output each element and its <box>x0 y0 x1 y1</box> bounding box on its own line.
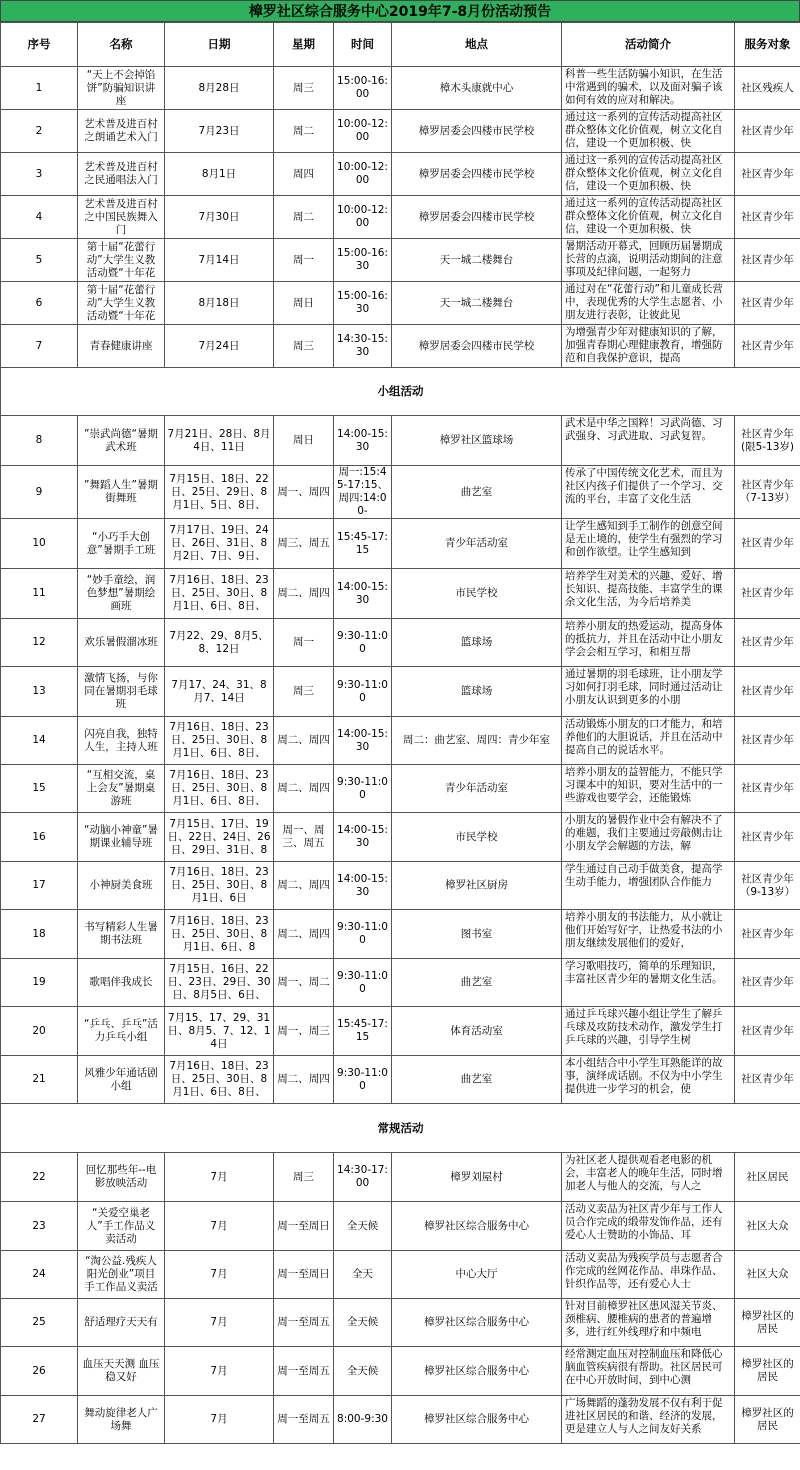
table-row <box>1 1299 800 1347</box>
description: 学习歌唱技巧，简单的乐理知识，丰富社区青少年的暑期文化生活。 <box>562 959 735 1007</box>
time: 10:00-12:00 <box>334 196 392 239</box>
audience: 樟罗社区的居民 <box>735 1299 800 1347</box>
weekday: 周四 <box>274 153 334 196</box>
audience: 社区青少年（7-13岁） <box>735 466 800 519</box>
weekday: 周一至周日 <box>274 1202 334 1251</box>
table-row <box>1 1202 800 1251</box>
section-title: 小组活动 <box>1 368 800 416</box>
row-number: 6 <box>1 282 78 325</box>
activity-name: 欢乐暑假溜冰班 <box>78 619 165 667</box>
description: 通过这一系列的宣传活动提高社区群众整体文化价值观，树立文化自信，建设一个更加积极、快 <box>562 196 735 239</box>
weekday: 周二、周四 <box>274 1056 334 1104</box>
table-row <box>1 862 800 910</box>
audience: 社区残疾人 <box>735 67 800 110</box>
description: 学生通过自己动手做美食，提高学生动手能力，增强团队合作能力 <box>562 862 735 910</box>
description: 传承了中国传统文化艺术，而且为社区内孩子们提供了一个学习、交流的平台，丰富了文化生活 <box>562 466 735 519</box>
row-number: 9 <box>1 466 78 519</box>
location: 篮球场 <box>392 619 562 667</box>
row-number: 7 <box>1 325 78 368</box>
audience: 社区青少年 <box>735 813 800 862</box>
row-number: 23 <box>1 1202 78 1251</box>
activity-name: 舒适理疗天天有 <box>78 1299 165 1347</box>
row-number: 4 <box>1 196 78 239</box>
activity-date: 7月15日、17日、19日、22日、24日、26日、29日、31日、8 <box>165 813 274 862</box>
activity-date: 7月 <box>165 1251 274 1299</box>
table-row <box>1 569 800 619</box>
table-row <box>1 466 800 519</box>
weekday: 周三 <box>274 667 334 717</box>
column-header: 时间 <box>334 23 392 67</box>
time: 9:30-11:00 <box>334 1056 392 1104</box>
description: 通过乒乓球兴趣小组让学生了解乒乓球及攻防技术动作，激发学生打乒乓球的兴趣，引导学生树 <box>562 1007 735 1056</box>
location: 市民学校 <box>392 813 562 862</box>
activity-date: 7月15、17、29、31日、8月5、7、12、14日 <box>165 1007 274 1056</box>
activity-date: 7月15日、18日、22日、25日、29日、8月1日、5日、8日、 <box>165 466 274 519</box>
time: 9:30-11:00 <box>334 765 392 813</box>
activity-name: 歌唱伴我成长 <box>78 959 165 1007</box>
activity-date: 7月14日 <box>165 239 274 282</box>
table-row <box>1 282 800 325</box>
weekday: 周一 <box>274 619 334 667</box>
table-row <box>1 1396 800 1444</box>
activity-name: 书写精彩人生暑期书法班 <box>78 910 165 959</box>
column-header: 序号 <box>1 23 78 67</box>
activity-date: 7月17日、19日、24日、26日、31日、8月2日、7日、9日、 <box>165 519 274 569</box>
activity-date: 8月28日 <box>165 67 274 110</box>
time: 全天候 <box>334 1347 392 1396</box>
table-row <box>1 519 800 569</box>
weekday: 周二、周四 <box>274 765 334 813</box>
location: 周二：曲艺室、周四：青少年室 <box>392 717 562 765</box>
audience: 社区青少年 <box>735 325 800 368</box>
description: 培养小朋友的益智能力，不能只学习课本中的知识，要对生活中的一些游戏也要学会，还能锻炼 <box>562 765 735 813</box>
activity-name: 艺术普及进百村之民通唱法入门 <box>78 153 165 196</box>
row-number: 20 <box>1 1007 78 1056</box>
activity-name: 小神厨美食班 <box>78 862 165 910</box>
weekday: 周二 <box>274 196 334 239</box>
time: 14:00-15:30 <box>334 416 392 466</box>
activity-table <box>0 22 800 1444</box>
audience: 社区青少年 <box>735 519 800 569</box>
activity-date: 7月16日、18日、23日、25日、30日、8月1日、6日、8 <box>165 910 274 959</box>
audience: 社区青少年 <box>735 765 800 813</box>
time: 14:00-15:30 <box>334 813 392 862</box>
location: 市民学校 <box>392 569 562 619</box>
audience: 社区青少年 <box>735 667 800 717</box>
time: 9:30-11:00 <box>334 910 392 959</box>
weekday: 周一、周三、周五 <box>274 813 334 862</box>
time: 9:30-11:00 <box>334 959 392 1007</box>
location: 樟木头康就中心 <box>392 67 562 110</box>
description: 经常测定血压对控制血压和降低心脑血管疾病很有帮助。社区居民可在中心开放时间，到中心测 <box>562 1347 735 1396</box>
activity-date: 7月16日、18日、23日、25日、30日、8月1日、6日、8日、 <box>165 569 274 619</box>
location: 篮球场 <box>392 667 562 717</box>
activity-name: 回忆那些年--电影放映活动 <box>78 1153 165 1202</box>
activity-name: “关爱空巢老人”手工作品义卖活动 <box>78 1202 165 1251</box>
column-header: 活动简介 <box>562 23 735 67</box>
activity-date: 7月 <box>165 1153 274 1202</box>
time: 9:30-11:00 <box>334 619 392 667</box>
activity-name: 艺术普及进百村之中国民族舞入门 <box>78 196 165 239</box>
column-header: 星期 <box>274 23 334 67</box>
location: 青少年活动室 <box>392 765 562 813</box>
location: 樟罗社区篮球场 <box>392 416 562 466</box>
location: 樟罗刘屋村 <box>392 1153 562 1202</box>
time: 8:00-9:30 <box>334 1396 392 1444</box>
table-row <box>1 325 800 368</box>
audience: 樟罗社区的居民 <box>735 1347 800 1396</box>
audience: 社区居民 <box>735 1153 800 1202</box>
audience: 社区青少年(限5-13岁) <box>735 416 800 466</box>
description: 广场舞蹈的蓬勃发展不仅有利于促进社区居民的和谐、经济的发展，更是建立人与人之间友好关系 <box>562 1396 735 1444</box>
activity-date: 7月15日、16日、22日、23日、29日、30日、8月5日、6日、 <box>165 959 274 1007</box>
description: 培养小朋友的书法能力，从小就让他们开始写好字，让热爱书法的小朋友继续发展他们的爱好， <box>562 910 735 959</box>
time: 15:00-16:30 <box>334 239 392 282</box>
activity-name: 风雅少年通话剧小组 <box>78 1056 165 1104</box>
location: 樟罗居委会四楼市民学校 <box>392 153 562 196</box>
time: 15:00-16:00 <box>334 67 392 110</box>
weekday: 周一至周五 <box>274 1347 334 1396</box>
description: 培养学生对美术的兴趣、爱好、增长知识、提高技能、丰富学生的课余文化生活，为今后培养美 <box>562 569 735 619</box>
weekday: 周二、周四 <box>274 910 334 959</box>
row-number: 15 <box>1 765 78 813</box>
audience: 社区青少年 <box>735 153 800 196</box>
description: 通过这一系列的宣传活动提高社区群众整体文化价值观，树立文化自信，建设一个更加积极、快 <box>562 110 735 153</box>
page-title: 樟罗社区综合服务中心2019年7-8月份活动预告 <box>0 0 800 22</box>
audience: 社区青少年 <box>735 619 800 667</box>
row-number: 12 <box>1 619 78 667</box>
activity-date: 7月 <box>165 1347 274 1396</box>
weekday: 周三 <box>274 67 334 110</box>
weekday: 周二 <box>274 110 334 153</box>
description: 为社区老人提供观看老电影的机会，丰富老人的晚年生活，同时增加老人与他人的交流，与人之 <box>562 1153 735 1202</box>
weekday: 周一、周三 <box>274 1007 334 1056</box>
table-row <box>1 110 800 153</box>
row-number: 26 <box>1 1347 78 1396</box>
header-row <box>1 23 800 67</box>
activity-name: 青春健康讲座 <box>78 325 165 368</box>
location: 曲艺室 <box>392 466 562 519</box>
description: 通过对在“花蕾行动”和儿童成长营中，表现优秀的大学生志愿者、小朋友进行表彰，让彼此见 <box>562 282 735 325</box>
location: 青少年活动室 <box>392 519 562 569</box>
time: 14:00-15:30 <box>334 862 392 910</box>
activity-date: 7月 <box>165 1299 274 1347</box>
row-number: 11 <box>1 569 78 619</box>
activity-name: 第十届“花蕾行动”大学生义教活动暨“十年花 <box>78 239 165 282</box>
row-number: 17 <box>1 862 78 910</box>
time: 15:00-16:30 <box>334 282 392 325</box>
table-row <box>1 416 800 466</box>
activity-name: “小巧手大创意”暑期手工班 <box>78 519 165 569</box>
activity-name: “天上不会掉馅饼”防骗知识讲座 <box>78 67 165 110</box>
activity-date: 7月24日 <box>165 325 274 368</box>
row-number: 24 <box>1 1251 78 1299</box>
row-number: 1 <box>1 67 78 110</box>
activity-name: 激情飞扬，与你同在暑期羽毛球班 <box>78 667 165 717</box>
audience: 社区青少年 <box>735 110 800 153</box>
time: 14:30-15:30 <box>334 325 392 368</box>
location: 中心大厅 <box>392 1251 562 1299</box>
audience: 社区青少年 <box>735 717 800 765</box>
description: 为增强青少年对健康知识的了解，加强青春期心理健康教育，增强防范和自我保护意识，提高 <box>562 325 735 368</box>
audience: 社区青少年 <box>735 959 800 1007</box>
weekday: 周二、周四 <box>274 569 334 619</box>
description: 活动义卖品为残疾学员与志愿者合作完成的丝网花作品、串珠作品、针织作品等，还有爱心人士 <box>562 1251 735 1299</box>
weekday: 周二、周四 <box>274 717 334 765</box>
table-row <box>1 1347 800 1396</box>
activity-name: 艺术普及进百村之朗诵艺术入门 <box>78 110 165 153</box>
location: 曲艺室 <box>392 1056 562 1104</box>
audience: 社区青少年 <box>735 196 800 239</box>
weekday: 周日 <box>274 282 334 325</box>
row-number: 21 <box>1 1056 78 1104</box>
activity-date: 8月1日 <box>165 153 274 196</box>
table-row <box>1 717 800 765</box>
activity-date: 7月 <box>165 1396 274 1444</box>
weekday: 周日 <box>274 416 334 466</box>
description: 通过暑期的羽毛球班，让小朋友学习如何打羽毛球，同时通过活动让小朋友认识到更多的小朋 <box>562 667 735 717</box>
activity-name: “互相交流，桌上会友”暑期桌游班 <box>78 765 165 813</box>
description: 本小组结合中小学生耳熟能详的故事，演绎成话剧。不仅为中小学生提供进一步学习的机会，使 <box>562 1056 735 1104</box>
activity-date: 7月23日 <box>165 110 274 153</box>
description: 通过这一系列的宣传活动提高社区群众整体文化价值观，树立文化自信，建设一个更加积极、快 <box>562 153 735 196</box>
activity-name: 第十届“花蕾行动”大学生义教活动暨“十年花 <box>78 282 165 325</box>
weekday: 周二、周四 <box>274 862 334 910</box>
description: 科普一些生活防骗小知识，在生活中常遇到的骗术，以及面对骗子该如何有效的应对和解决。 <box>562 67 735 110</box>
weekday: 周一至周五 <box>274 1299 334 1347</box>
section-header <box>1 1104 800 1153</box>
activity-date: 7月16日、18日、23日、25日、30日、8月1日、6日、8日、 <box>165 1056 274 1104</box>
row-number: 10 <box>1 519 78 569</box>
activity-name: 舞动旋律老人广场舞 <box>78 1396 165 1444</box>
weekday: 周一至周日 <box>274 1251 334 1299</box>
activity-name: ”崇武尚德“暑期武术班 <box>78 416 165 466</box>
activity-date: 7月 <box>165 1202 274 1251</box>
time: 全天候 <box>334 1202 392 1251</box>
activity-date: 8月18日 <box>165 282 274 325</box>
activity-name: “乒乓、乒乓”活力乒乓小组 <box>78 1007 165 1056</box>
column-header: 日期 <box>165 23 274 67</box>
activity-date: 7月16日、18日、23日、25日、30日、8月1日、6日、8日、 <box>165 717 274 765</box>
location: 樟罗社区综合服务中心 <box>392 1202 562 1251</box>
table-row <box>1 1251 800 1299</box>
time: 10:00-12:00 <box>334 110 392 153</box>
audience: 社区青少年（9-13岁） <box>735 862 800 910</box>
activity-date: 7月22、29、8月5、8、12日 <box>165 619 274 667</box>
activity-name: ”舞蹈人生”暑期街舞班 <box>78 466 165 519</box>
table-row <box>1 910 800 959</box>
section-title: 常规活动 <box>1 1104 800 1153</box>
location: 樟罗居委会四楼市民学校 <box>392 110 562 153</box>
row-number: 8 <box>1 416 78 466</box>
time: 14:00-15:30 <box>334 569 392 619</box>
location: 曲艺室 <box>392 959 562 1007</box>
table-row <box>1 239 800 282</box>
description: 培养小朋友的热爱运动，提高身体的抵抗力，并且在活动中让小朋友学会会相互学习，和相互帮 <box>562 619 735 667</box>
weekday: 周三 <box>274 1153 334 1202</box>
weekday: 周三、周五 <box>274 519 334 569</box>
audience: 社区青少年 <box>735 569 800 619</box>
activity-date: 7月16日、18日、23日、25日、30日、8月1日、6日、8日、 <box>165 765 274 813</box>
activity-date: 7月16日、18日、23日、25日、30日、8月1日、6日 <box>165 862 274 910</box>
table-row <box>1 196 800 239</box>
audience: 社区青少年 <box>735 1007 800 1056</box>
table-row <box>1 619 800 667</box>
row-number: 2 <box>1 110 78 153</box>
time: 全天 <box>334 1251 392 1299</box>
table-row <box>1 765 800 813</box>
row-number: 16 <box>1 813 78 862</box>
weekday: 周一、周四 <box>274 466 334 519</box>
table-row <box>1 1153 800 1202</box>
row-number: 3 <box>1 153 78 196</box>
table-row <box>1 667 800 717</box>
section-header <box>1 368 800 416</box>
weekday: 周一、周二 <box>274 959 334 1007</box>
audience: 社区青少年 <box>735 282 800 325</box>
audience: 社区大众 <box>735 1202 800 1251</box>
time: 15:45-17:15 <box>334 519 392 569</box>
row-number: 19 <box>1 959 78 1007</box>
row-number: 13 <box>1 667 78 717</box>
description: 武术是中华之国粹！习武尚德、习武强身、习武进取、习武复智。 <box>562 416 735 466</box>
location: 樟罗居委会四楼市民学校 <box>392 325 562 368</box>
location: 天一城二楼舞台 <box>392 239 562 282</box>
audience: 社区青少年 <box>735 1056 800 1104</box>
audience: 社区青少年 <box>735 239 800 282</box>
audience: 社区青少年 <box>735 910 800 959</box>
activity-name: 血压天天测 血压稳又好 <box>78 1347 165 1396</box>
description: 针对目前樟罗社区患风湿关节炎、颈椎病、腰椎病的患者的普遍增多，进行红外线理疗和中频电 <box>562 1299 735 1347</box>
row-number: 18 <box>1 910 78 959</box>
activity-name: “淘公益.残疾人阳光创业”项目手工作品义卖活 <box>78 1251 165 1299</box>
row-number: 14 <box>1 717 78 765</box>
row-number: 27 <box>1 1396 78 1444</box>
audience: 社区大众 <box>735 1251 800 1299</box>
time: 14:00-15:30 <box>334 717 392 765</box>
weekday: 周一 <box>274 239 334 282</box>
weekday: 周一至周五 <box>274 1396 334 1444</box>
table-row <box>1 1056 800 1104</box>
table-row <box>1 813 800 862</box>
location: 樟罗居委会四楼市民学校 <box>392 196 562 239</box>
time: 周一:15:45-17:15、周四:14:00- <box>334 466 392 519</box>
time: 10:00-12:00 <box>334 153 392 196</box>
table-row <box>1 153 800 196</box>
location: 天一城二楼舞台 <box>392 282 562 325</box>
column-header: 地点 <box>392 23 562 67</box>
activity-name: “妙手童绘，润色梦想”暑期绘画班 <box>78 569 165 619</box>
activity-name: “动脑小神童”暑期课业辅导班 <box>78 813 165 862</box>
column-header: 名称 <box>78 23 165 67</box>
activity-date: 7月21日、28日、8月4日、11日 <box>165 416 274 466</box>
table-row <box>1 1007 800 1056</box>
description: 活动义卖品为社区青少年与工作人员合作完成的缎带发饰作品，还有爱心人士赞助的小饰品、耳 <box>562 1202 735 1251</box>
time: 全天候 <box>334 1299 392 1347</box>
activity-name: 闪亮自我，独特人生，主持人班 <box>78 717 165 765</box>
row-number: 22 <box>1 1153 78 1202</box>
row-number: 25 <box>1 1299 78 1347</box>
weekday: 周三 <box>274 325 334 368</box>
location: 体育活动室 <box>392 1007 562 1056</box>
column-header: 服务对象 <box>735 23 800 67</box>
location: 樟罗社区综合服务中心 <box>392 1347 562 1396</box>
description: 小朋友的暑假作业中会有解决不了的难题，我们主要通过旁敲侧击让小朋友学会解题的方法，解 <box>562 813 735 862</box>
row-number: 5 <box>1 239 78 282</box>
location: 樟罗社区综合服务中心 <box>392 1299 562 1347</box>
description: 让学生感知到手工制作的创意空间是无止境的，使学生有强烈的学习和创作欲望。让学生感知到 <box>562 519 735 569</box>
time: 14:30-17:00 <box>334 1153 392 1202</box>
location: 樟罗社区综合服务中心 <box>392 1396 562 1444</box>
table-row <box>1 67 800 110</box>
time: 15:45-17:15 <box>334 1007 392 1056</box>
location: 图书室 <box>392 910 562 959</box>
location: 樟罗社区厨房 <box>392 862 562 910</box>
description: 暑期活动开幕式，回顾历届暑期成长营的点滴，说明活动期间的注意事项及纪律问题，一起努力 <box>562 239 735 282</box>
activity-date: 7月17、24、31、8月7、14日 <box>165 667 274 717</box>
time: 9:30-11:00 <box>334 667 392 717</box>
table-row <box>1 959 800 1007</box>
activity-date: 7月30日 <box>165 196 274 239</box>
audience: 樟罗社区的居民 <box>735 1396 800 1444</box>
description: 活动锻炼小朋友的口才能力，和培养他们的大胆说话，并且在活动中提高自己的说话水平。 <box>562 717 735 765</box>
